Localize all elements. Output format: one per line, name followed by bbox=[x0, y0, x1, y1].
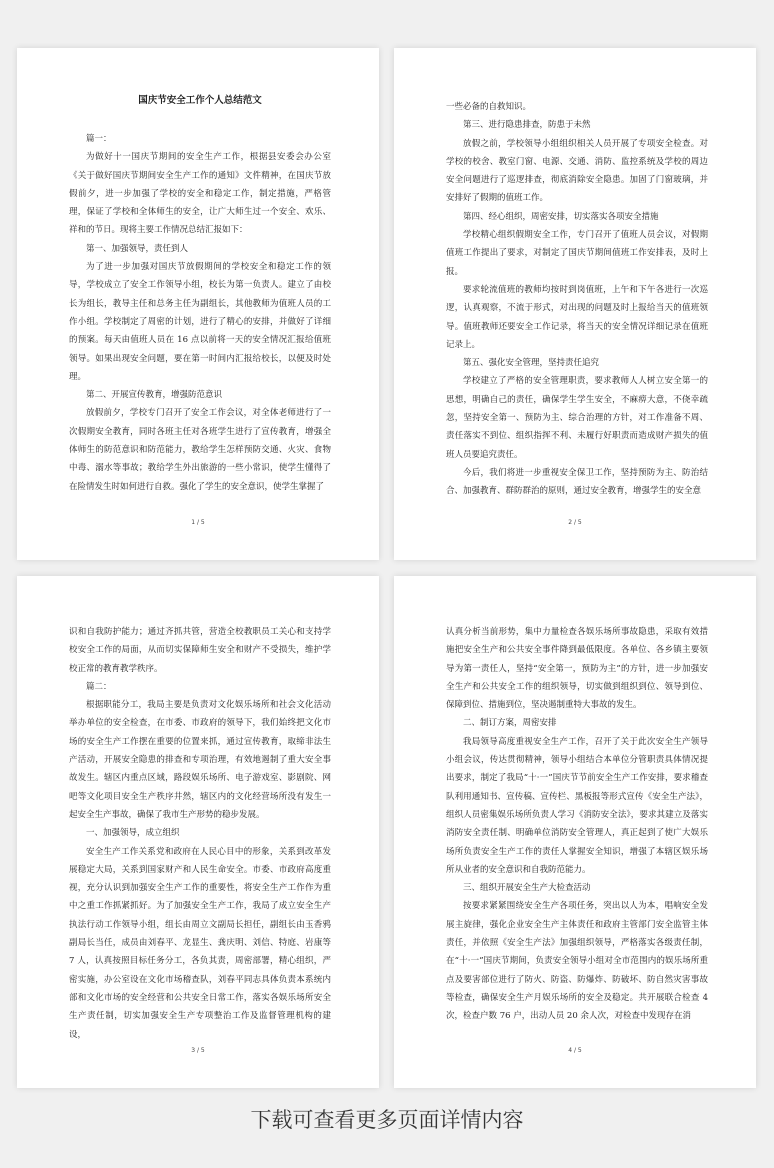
document-title: 国庆节安全工作个人总结范文 bbox=[138, 95, 262, 106]
document-page-4 bbox=[394, 576, 756, 1088]
section-heading: 二、制订方案，周密安排 bbox=[463, 718, 557, 729]
page-content bbox=[446, 98, 708, 501]
page-content bbox=[69, 623, 331, 1044]
section-heading: 第二、开展宣传教育，增强防范意识 bbox=[86, 390, 223, 401]
paragraph: 要求轮流值班的教师均按时到岗值班，上午和下午各进行一次巡逻，认真观察，不流于形式，对出现的问题及时上报给当天的值班领导。值班教师还要安全工作记录，将当天的安全情况详细记录在值班记录上。 bbox=[446, 284, 708, 350]
paragraph: 放假之前，学校领导小组组织相关人员开展了专项安全检查。对学校的校舍、教室门窗、电源、交通、消防、监控系统及学校的周边安全问题进行了巡逻排查，彻底消除安全隐患。加固了门窗玻璃，并安排好了假期的值班工作。 bbox=[446, 138, 708, 204]
document-page-2 bbox=[394, 48, 756, 560]
paragraph: 放假前夕，学校专门召开了安全工作会议，对全体老师进行了一次假期安全教育，同时各班主任对各班学生进行了宣传教育，增强全体师生的防范意识和防范能力，教给学生怎样预防交通、火灾、食物中毒、溺水等事故；教给学生外出旅游的一些小常识，使学生懂得了在险情发生时如何进行自救。强化了学生的安全意识，使学生掌握了 bbox=[69, 408, 331, 492]
document-page-3 bbox=[17, 576, 379, 1088]
section-heading: 第四、经心组织，周密安排，切实落实各项安全措施 bbox=[463, 211, 659, 222]
page-number: 3 / 5 bbox=[191, 1047, 205, 1054]
page-content bbox=[69, 94, 331, 496]
paragraph: 根据职能分工，我局主要是负责对文化娱乐场所和社会文化活动举办单位的安全检查，在市委、市政府的领导下，我们始终把文化市场的安全生产工作摆在重要的位置来抓，通过宣传教育，取缔非法生产活动，开展安全隐患的排查和专项治理，有效地遏制了重大安全事故发生。辖区内重点区域，路段娱乐场所、电子游戏室、影剧院、网吧等文化项目安全生产秩序井然，辖区内的文化经营场所没有发生一起安全生产事故，确保了我市生产形势的稳步发展。 bbox=[69, 700, 331, 820]
paragraph: 我局领导高度重视安全生产工作，召开了关于此次安全生产领导小组会议，传达贯彻精神，领导小组结合本单位分管职责具体情况提出要求，制定了我局“十·一”国庆节节前安全生产工作安排，要求稽查队利用通知书、宣传稿、宣传栏、黑板报等形式宣传《安全生产法》，组织人员密集娱乐场所负责人学习《消防安全法》，要求其建立及落实消防安全责任制、明确单位消防安全管理人，真正起到了使广大娱乐场所负责安全生产工作的责任人掌握安全知识，增强了本辖区娱乐场所从业者的安全意识和自我防范能力。 bbox=[446, 736, 708, 875]
paragraph: 篇一： bbox=[86, 134, 112, 144]
page-content bbox=[446, 623, 708, 1026]
paragraph: 认真分析当前形势，集中力量检查各娱乐场所事故隐患，采取有效措施把安全生产和公共安全事件降到最低限度。各单位、各乡镇主要领导为第一责任人，坚持“安全第一，预防为主”的方针，进一步加强安全生产和公共安全工作的组织领导，切实做到组织到位、领导到位、保障到位、措施到位，坚决遏制重特大事故的发生。 bbox=[446, 627, 708, 711]
paragraph: 学校建立了严格的安全管理职责，要求教师人人树立安全第一的思想，明确自己的责任，确保学生学生安全，不麻痹大意，不侥幸疏忽，坚持安全第一、预防为主、综合治理的方针，对工作准备不周、责任落实不到位、组织指挥不利、未履行好职责而造成财产损失的值班人员要追究责任。 bbox=[446, 376, 708, 460]
section-heading: 第三、进行隐患排查，防患于未然 bbox=[463, 120, 591, 131]
paragraph: 学校精心组织假期安全工作，专门召开了值班人员会议，对假期值班工作提出了要求，对制定了国庆节期间值班工作安排表，及时上报。 bbox=[446, 230, 708, 277]
page-number: 4 / 5 bbox=[568, 1047, 582, 1054]
section-heading: 篇二： bbox=[86, 681, 112, 692]
paragraph: 为了进一步加强对国庆节放假期间的学校安全和稳定工作的领导，学校成立了安全工作领导小组，校长为第一负责人。建立了由校长为组长，教导主任和总务主任为副组长，其他教师为值班人员的工作小组。学校制定了周密的计划，进行了精心的安排，并做好了详细的预案。每天由值班人员在 16 点以前将一天的安全情况汇报给值班领导。如果出现安全问题，要在第一时间内汇报给校长，以便及时处理。 bbox=[69, 262, 331, 382]
download-more-link[interactable]: 下载可查看更多页面详情内容 bbox=[250, 1108, 524, 1132]
paragraph: 今后，我们将进一步重视安全保卫工作，坚持预防为主、防治结合、加强教育、群防群治的原则，通过安全教育，增强学生的安全意 bbox=[446, 467, 708, 497]
section-heading: 三、组织开展安全生产大检查活动 bbox=[463, 883, 591, 894]
paragraph: 按要求紧紧围绕安全生产各项任务，突出以人为本，唱响安全发展主旋律，强化企业安全生产主体责任和政府主管部门安全监管主体责任，并依照《安全生产法》加强组织领导，严格落实各级责任制，在“十·一”国庆节期间，负责安全领导小组对全市范围内的娱乐场所重点及要害部位进行了防火、防盗、防爆炸、防破坏、防自然灾害事故等检查，确保安全生产月娱乐场所的安全及稳定。共开展联合检查 4 次，检查户数 76 户，出动人员 20 余人次，对检查中发现存在消 bbox=[446, 901, 708, 1022]
paragraph: 为做好十一国庆节期间的安全生产工作，根据县安委会办公室《关于做好国庆节期间安全生产工作的通知》文件精神，在国庆节放假前夕，进一步加强了学校的安全和稳定工作，制定措施，严格管理，保证了学校和全体师生的安全，让广大师生过一个安全、欢乐、祥和的节日。现将主要工作情况总结汇报如下： bbox=[69, 152, 331, 236]
section-heading: 一、加强领导，成立组织 bbox=[86, 828, 180, 839]
page-number: 1 / 5 bbox=[191, 519, 205, 526]
document-page-1 bbox=[17, 48, 379, 560]
paragraph: 安全生产工作关系党和政府在人民心目中的形象，关系到改革发展稳定大局，关系到国家财产和人民生命安全。市委、市政府高度重视，充分认识到加强安全生产工作的重要性，将安全生产工作作为重中之重工作抓紧抓好。为了加强安全生产工作，我局了成立安全生产执法行动工作领导小组，组长由周立文副局长担任，副组长由玉香鸦副局长当任，成员由刘春平、龙显生、龚庆明、刘信、特庭、岩康等 7 人，认真按照目标任务分工，各负其责，周密部署，精心组织，严密实施，办公室设在文化市场稽查队，刘春平同志具体负责本系统内部和文化市场的安全经营和公共安全日常工作，落实各娱乐场所安全生产责任制，切实加强安全生产专项整治工作及监督管理机构的建设， bbox=[69, 846, 331, 1040]
page-number: 2 / 5 bbox=[568, 519, 582, 526]
paragraph: 识和自我防护能力；通过齐抓共管，营造全校教职员工关心和支持学校安全工作的局面，从而切实保障师生安全和财产不受损失，维护学校正常的教育教学秩序。 bbox=[69, 627, 331, 674]
section-heading: 第五、强化安全管理，坚持责任追究 bbox=[463, 358, 600, 369]
section-heading: 第一、加强领导，责任到人 bbox=[86, 243, 189, 254]
paragraph: 一些必备的自救知识。 bbox=[446, 102, 532, 112]
